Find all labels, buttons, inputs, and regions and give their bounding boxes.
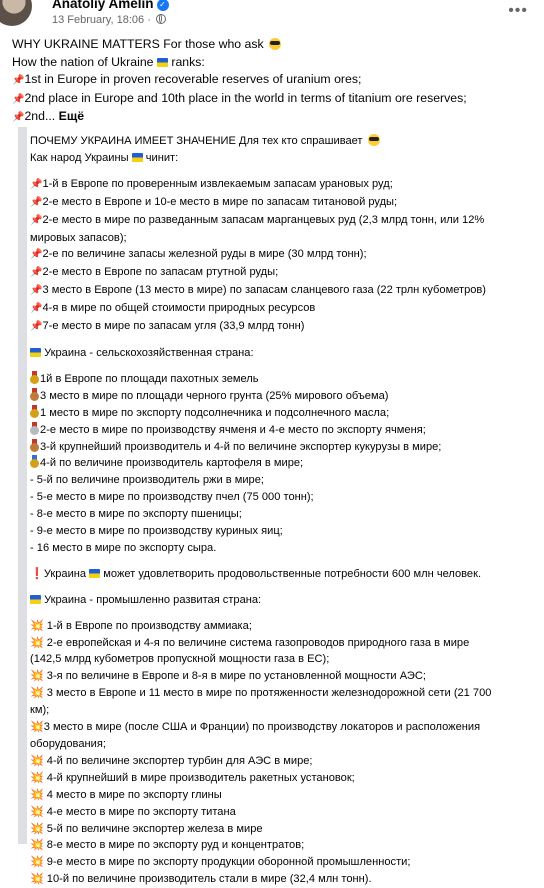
list-item: 1 место в мире по экспорту подсолнечника и подсолнечного масла; <box>30 405 540 422</box>
list-item: 💥 3-я по величине в Европе и 8-я в мире по установленной мощности АЭС; <box>30 670 426 683</box>
collision-icon: 💥 <box>30 805 44 818</box>
list-item: - 5-й по величине производитель ржи в мире; <box>30 474 264 487</box>
ukraine-flag-icon <box>132 153 143 162</box>
intro-item: 📌2nd place in Europe and 10th place in the world in terms of titanium ore reserves; <box>12 90 467 105</box>
collision-icon: 💥 <box>30 856 44 869</box>
pushpin-icon: 📌 <box>30 267 43 279</box>
quote-title: ПОЧЕМУ УКРАИНА ИМЕЕТ ЗНАЧЕНИЕ Для тех кто спрашивает <box>30 133 540 150</box>
list-item: 📌7-е место в мире по запасам угля (33,9 млрд тонн) <box>30 320 305 333</box>
collision-icon: 💥 <box>30 839 44 852</box>
pushpin-icon: 📌 <box>30 249 43 261</box>
list-item: 💥 4-е место в мире по экспорту титана <box>30 805 236 818</box>
ukraine-flag-icon <box>30 348 41 357</box>
collision-icon: 💥 <box>30 619 44 632</box>
list-item: (142,5 млрд кубометров пропускной мощности газа в ЕС); <box>30 653 330 666</box>
collision-icon: 💥 <box>30 721 44 734</box>
list-item: мировых запасов); <box>30 231 127 244</box>
list-item: 📌2-е место в Европе по запасам ртутной руды; <box>30 266 279 279</box>
pushpin-icon: 📌 <box>30 178 43 190</box>
list-item: 3-й крупнейший производитель и 4-й по величине экспортер кукурузы в мире; <box>30 439 540 456</box>
collision-icon: 💥 <box>30 687 44 700</box>
section-heading: Украина - промышленно развитая страна: <box>30 592 540 609</box>
list-item: 📌2-е место в мире по разведанным запасам марганцевых руд (2,3 млрд тонн, или 12% <box>30 213 485 226</box>
author-name[interactable]: Anatoliy Amelin ✓ <box>52 0 169 11</box>
list-item: 📌4-я в мире по общей стоимости природных ресурсов <box>30 302 316 315</box>
silver-medal-icon <box>30 422 39 435</box>
post-date[interactable]: 13 February, 18:06 <box>52 14 145 26</box>
pushpin-icon: 📌 <box>30 214 43 226</box>
collision-icon: 💥 <box>30 822 44 835</box>
collision-icon: 💥 <box>30 636 44 649</box>
list-item: 💥 8-е место в мире по экспорту руд и концентратов; <box>30 839 305 852</box>
ukraine-flag-icon <box>89 569 100 578</box>
ukraine-flag-icon <box>30 595 41 604</box>
list-item: 📌3 место в Европе (13 место в мире) по запасам сланцевого газа (22 трлн кубометров) <box>30 284 487 297</box>
intro-line-2: How the nation of Ukraine ranks: <box>12 54 205 69</box>
pushpin-icon: 📌 <box>30 321 43 333</box>
pushpin-icon: 📌 <box>12 93 25 105</box>
medal-icon <box>30 455 39 468</box>
cool-face-icon <box>368 134 380 146</box>
author-avatar[interactable] <box>0 0 32 26</box>
list-item: 📌2-е место в Европе и 10-е место в мире по запасам титановой руды; <box>30 195 398 208</box>
list-item: - 8-е место в мире по экспорту пшеницы; <box>30 508 242 521</box>
collision-icon: 💥 <box>30 670 44 683</box>
post-header <box>0 0 544 30</box>
cool-face-icon <box>269 38 281 50</box>
collision-icon: 💥 <box>30 873 44 886</box>
list-item: 1й в Европе по площади пахотных земель <box>30 371 540 388</box>
intro-item: 📌2nd... Ещё <box>12 109 85 123</box>
list-item: км); <box>30 704 50 717</box>
intro-line-1: WHY UKRAINE MATTERS For those who ask <box>12 36 532 54</box>
list-item: 💥 4 место в мире по экспорту глины <box>30 788 222 801</box>
list-item: 💥 3 место в Европе и 11 место в мире по протяженности железнодорожной сети (21 700 <box>30 687 492 700</box>
list-item: - 16 место в мире по экспорту сыра. <box>30 541 217 554</box>
quoted-text <box>30 133 540 888</box>
gold-medal-icon <box>30 405 39 418</box>
list-item: 💥 4-й крупнейший в мире производитель ракетных установок; <box>30 771 355 784</box>
bronze-medal-icon <box>30 439 39 452</box>
list-item: 2-е место в мире по производству ячменя и 4-е место по экспорту ячменя; <box>30 422 540 439</box>
post-options-icon[interactable]: ••• <box>508 2 528 19</box>
list-item: 💥 4-й по величине экспортер турбин для АЭС в мире; <box>30 754 313 767</box>
list-item: - 9-е место в мире по производству куриных яиц; <box>30 525 283 538</box>
list-item: 💥3 место в мире (после США и Франции) по производству локаторов и расположения <box>30 721 481 734</box>
collision-icon: 💥 <box>30 788 44 801</box>
verified-badge-icon: ✓ <box>157 0 169 11</box>
list-item: оборудования; <box>30 738 106 750</box>
ukraine-flag-icon <box>157 58 168 67</box>
list-item: 💥 2-е европейская и 4-я по величине система газопроводов природного газа в мире <box>30 636 470 649</box>
globe-icon <box>156 14 166 24</box>
post-intro <box>12 36 532 127</box>
gold-medal-icon <box>30 371 39 384</box>
bronze-medal-icon <box>30 388 39 401</box>
list-item: 💥 1-й в Европе по производству аммиака; <box>30 619 252 632</box>
pushpin-icon: 📌 <box>30 303 43 315</box>
list-item: 💥 5-й по величине экспортер железа в мире <box>30 822 263 835</box>
post-meta: 13 February, 18:06 · <box>52 14 166 26</box>
intro-item: 📌1st in Europe in proven recoverable reserves of uranium ores; <box>12 72 362 86</box>
collision-icon: 💥 <box>30 771 44 784</box>
list-item: 📌2-е по величине запасы железной руды в мире (30 млрд тонн); <box>30 248 367 261</box>
list-item: 3 место в мире по площади черного грунта (25% мирового объема) <box>30 388 540 405</box>
pushpin-icon: 📌 <box>30 196 43 208</box>
list-item: 4-й по величине производитель картофеля в мире; <box>30 455 540 472</box>
food-security-note: ❗Украина может удовлетворить продовольственные потребности 600 млн человек. <box>30 567 482 580</box>
list-item: 💥 10-й по величине производитель стали в мире (32,4 млн тонн). <box>30 873 372 886</box>
list-item: - 5-е место в мире по производству пчел (75 000 тонн); <box>30 491 314 504</box>
list-item: 💥 9-е место в мире по экспорту продукции оборонной промышленности; <box>30 856 411 869</box>
collision-icon: 💥 <box>30 754 44 767</box>
quoted-translation-block <box>18 127 542 886</box>
pushpin-icon: 📌 <box>12 75 25 86</box>
pushpin-icon: 📌 <box>12 112 25 123</box>
list-item: 📌1-й в Европе по проверенным извлекаемым запасам урановых руд; <box>30 177 393 190</box>
pushpin-icon: 📌 <box>30 285 43 297</box>
see-more-link[interactable]: Ещё <box>58 109 85 123</box>
section-heading: Украина - сельскохозяйственная страна: <box>30 345 540 362</box>
exclamation-icon: ❗ <box>30 567 44 580</box>
quote-subtitle: Как народ Украины чинит: <box>30 151 179 164</box>
